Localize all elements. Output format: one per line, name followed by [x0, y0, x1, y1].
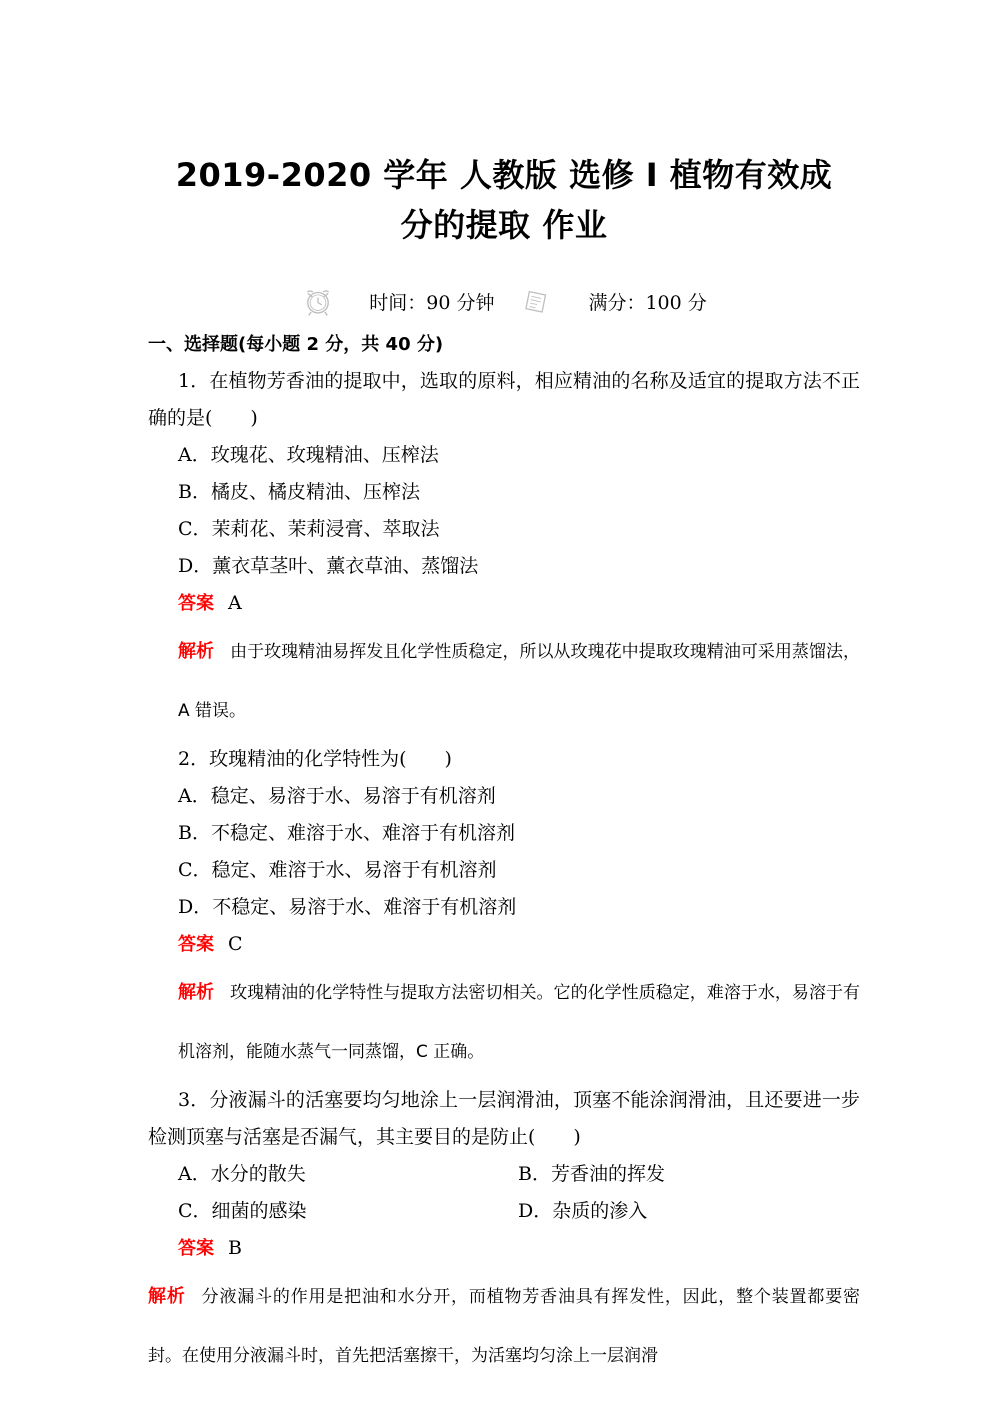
- document-content: [148, 150, 860, 1386]
- explanation-block: [148, 963, 860, 1082]
- explanation-text: 玫瑰精油的化学特性与提取方法密切相关。它的化学性质稳定，难溶于水，易溶于有机溶剂，能随水蒸气一同蒸馏，C 正确。: [178, 983, 861, 1062]
- exam-meta-row: [148, 284, 860, 318]
- page-title-line-1: 2019-2020 学年 人教版 选修 I 植物有效成: [175, 156, 833, 194]
- question-option[interactable]: C．稳定、难溶于水、易溶于有机溶剂: [178, 859, 497, 881]
- answer-value: C: [228, 933, 243, 955]
- question-block-3: [148, 1082, 860, 1386]
- answer-line: [148, 926, 860, 963]
- question-option-row: [148, 1193, 860, 1230]
- answer-label: 答案: [178, 593, 214, 614]
- question-option[interactable]: D．不稳定、易溶于水、难溶于有机溶剂: [178, 896, 517, 918]
- question-option[interactable]: D．杂质的渗入: [518, 1200, 648, 1222]
- explanation-label: 解析: [178, 982, 215, 1003]
- page-title: [148, 150, 860, 250]
- answer-label: 答案: [178, 934, 214, 955]
- answer-line: [148, 1230, 860, 1267]
- explanation-block: [148, 622, 860, 741]
- exam-score-text: 满分：100 分: [588, 291, 707, 314]
- section-heading-multiple-choice: 一、选择题(每小题 2 分，共 40 分): [148, 334, 444, 355]
- exam-time-text: 时间：90 分钟: [369, 291, 495, 314]
- question-block-1: [148, 363, 860, 741]
- answer-line: [148, 585, 860, 622]
- question-stem: 2．玫瑰精油的化学特性为( ): [178, 748, 452, 770]
- explanation-text: 分液漏斗的作用是把油和水分开，而植物芳香油具有挥发性，因此，整个装置都要密封。在使用分液漏斗时，首先把活塞擦干，为活塞均匀涂上一层润滑: [148, 1287, 861, 1366]
- question-option[interactable]: A．水分的散失: [178, 1163, 306, 1185]
- question-option[interactable]: D．薰衣草茎叶、薰衣草油、蒸馏法: [178, 555, 479, 577]
- question-stem: 1．在植物芳香油的提取中，选取的原料，相应精油的名称及适宜的提取方法不正确的是( ): [148, 370, 860, 429]
- answer-value: A: [228, 592, 242, 614]
- question-option[interactable]: C．茉莉花、茉莉浸膏、萃取法: [178, 518, 440, 540]
- exam-paper-icon: [520, 284, 554, 318]
- explanation-label: 解析: [178, 641, 215, 662]
- page-title-line-2: 分的提取 作业: [400, 206, 608, 244]
- question-option[interactable]: B．橘皮、橘皮精油、压榨法: [178, 481, 420, 503]
- explanation-text: 由于玫瑰精油易挥发且化学性质稳定，所以从玫瑰花中提取玫瑰精油可采用蒸馏法，A 错误。: [178, 642, 861, 721]
- explanation-label: 解析: [148, 1286, 186, 1307]
- question-option[interactable]: B．芳香油的挥发: [518, 1163, 665, 1185]
- answer-value: B: [228, 1237, 242, 1259]
- question-block-2: [148, 741, 860, 1082]
- question-option[interactable]: C．细菌的感染: [178, 1200, 307, 1222]
- answer-label: 答案: [178, 1238, 214, 1259]
- question-stem: 3．分液漏斗的活塞要均匀地涂上一层润滑油，顶塞不能涂润滑油，且还要进一步检测顶塞与活塞是否漏气，其主要目的是防止( ): [148, 1089, 860, 1148]
- alarm-clock-icon: [301, 284, 335, 318]
- question-option[interactable]: B．不稳定、难溶于水、难溶于有机溶剂: [178, 822, 515, 844]
- question-option[interactable]: A．稳定、易溶于水、易溶于有机溶剂: [178, 785, 496, 807]
- explanation-block: [148, 1267, 860, 1386]
- question-option[interactable]: A．玫瑰花、玫瑰精油、压榨法: [178, 444, 439, 466]
- question-option-row: [148, 1156, 860, 1193]
